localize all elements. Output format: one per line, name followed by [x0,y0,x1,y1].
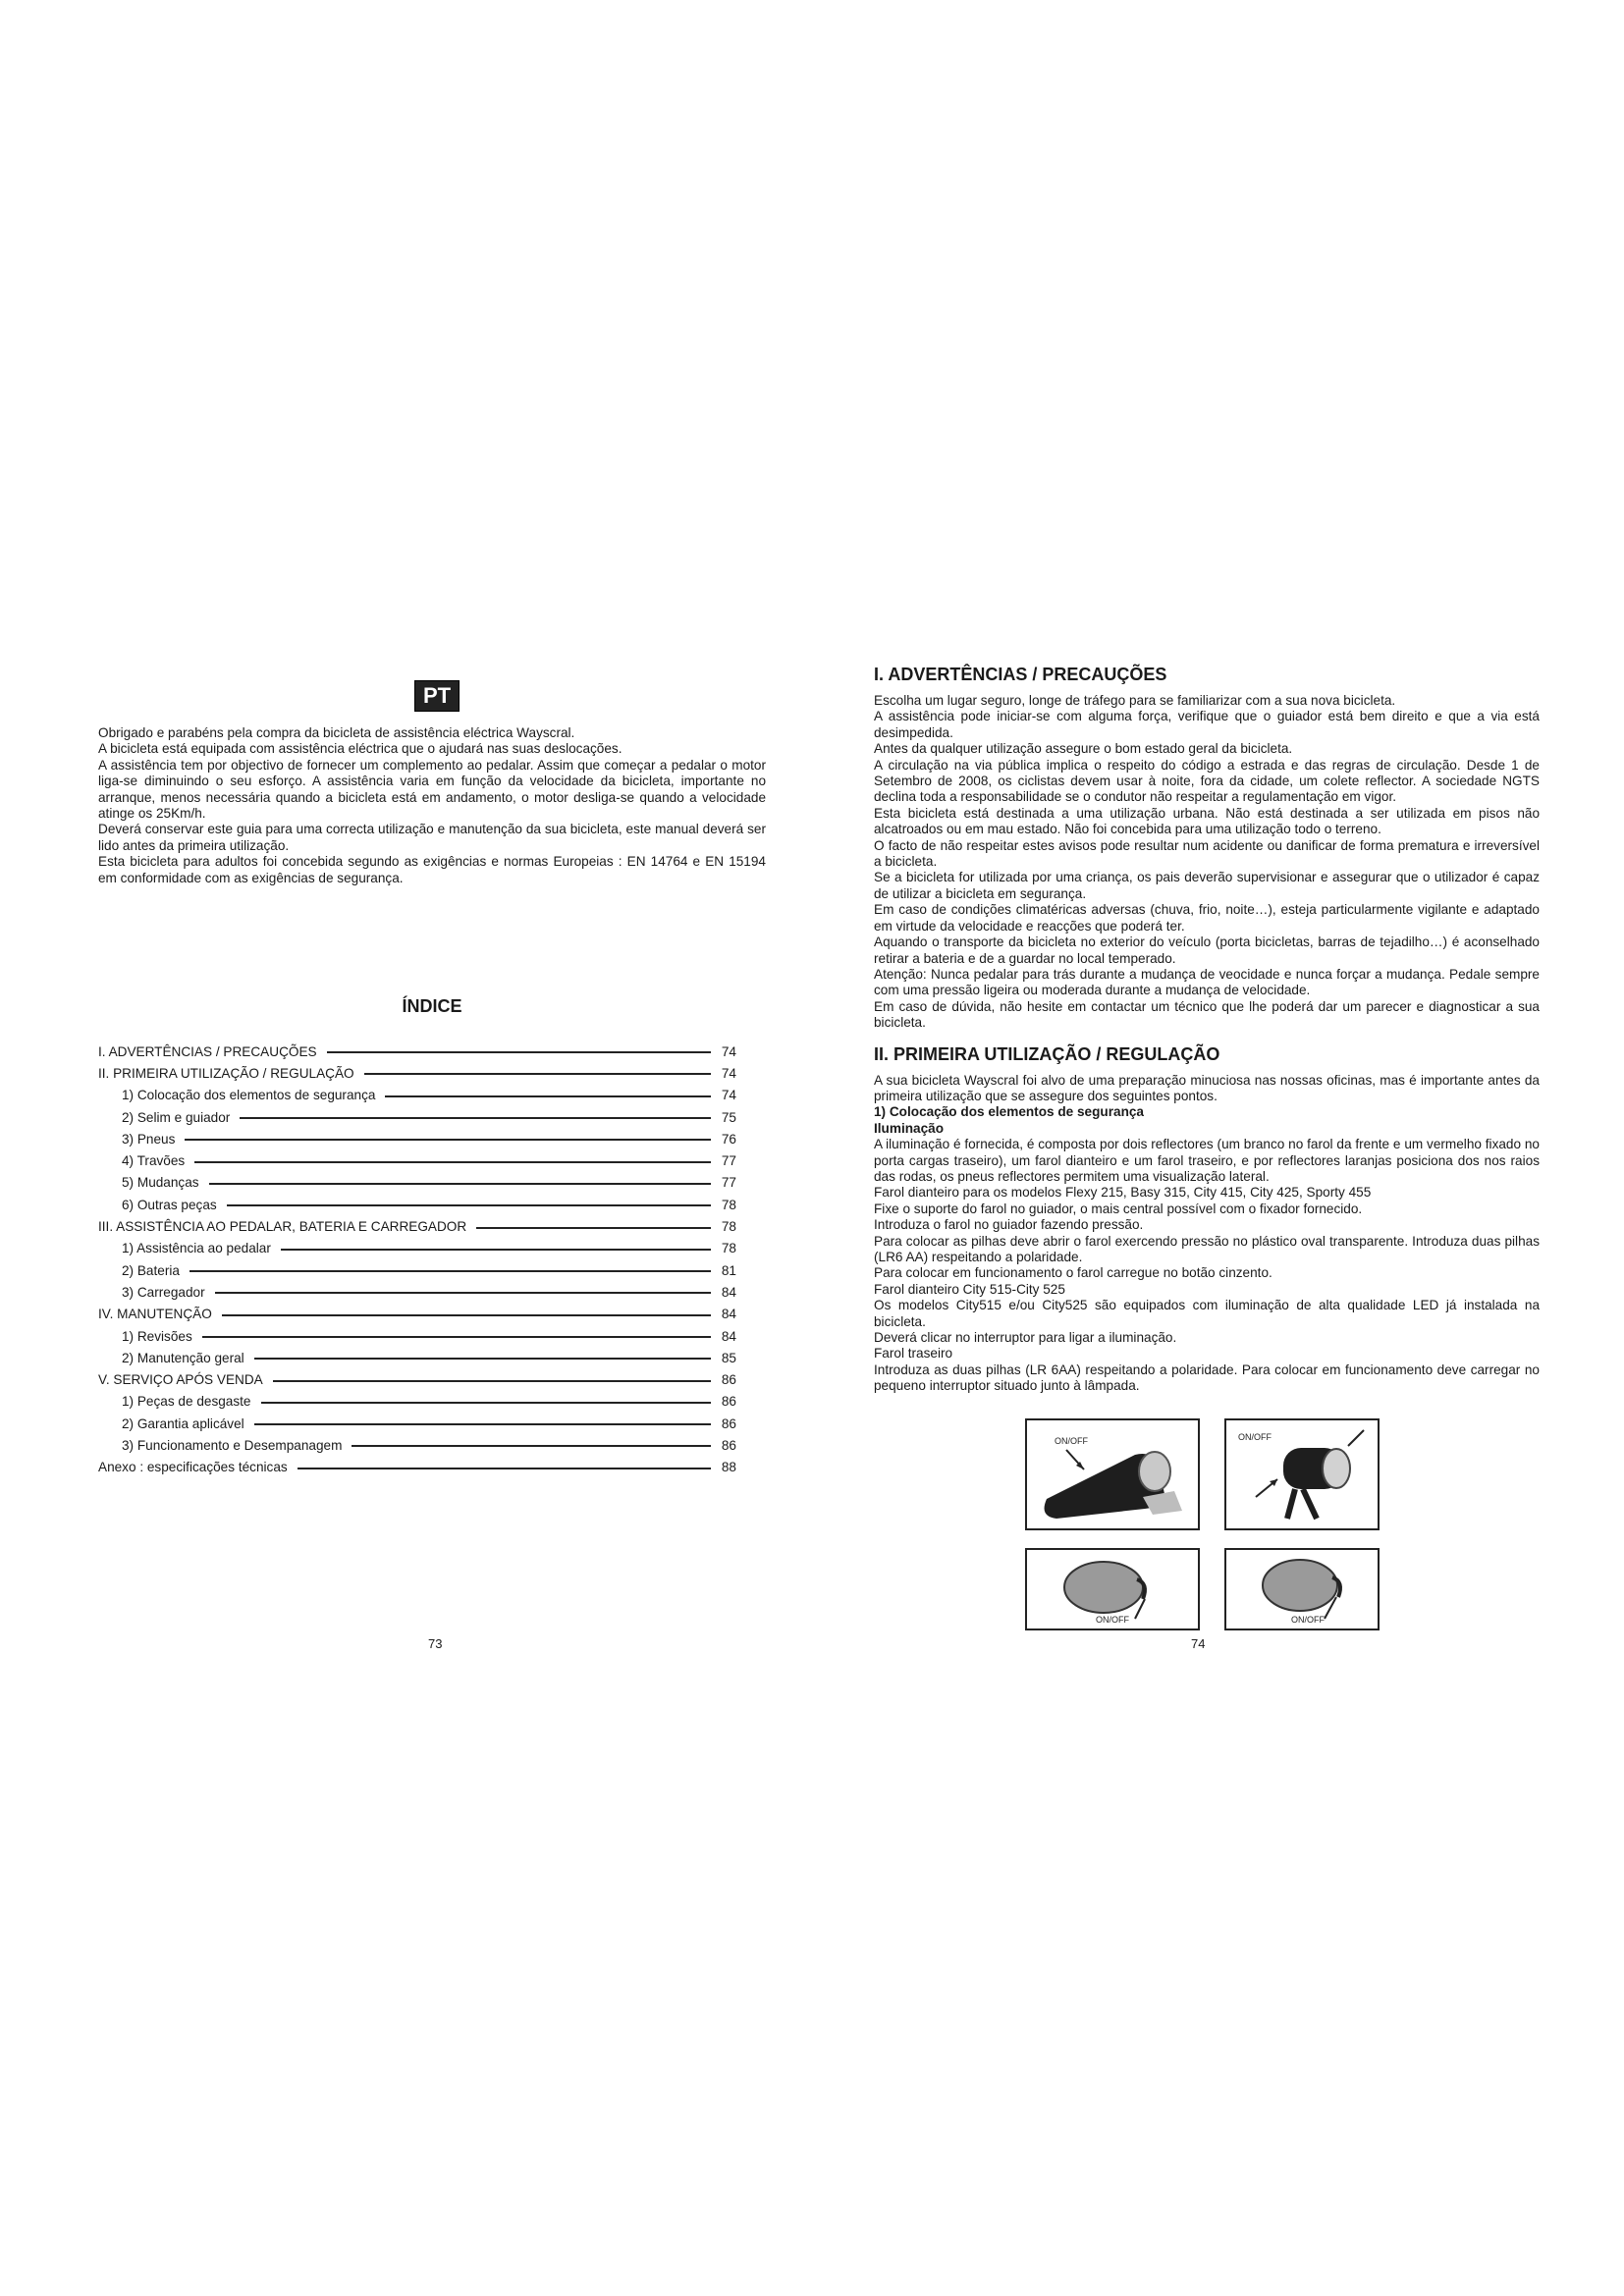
paragraph: Antes da qualquer utilização assegure o bom estado geral da bicicleta. [874,741,1293,757]
toc-leader-line [254,1358,711,1360]
toc-entry-page: 86 [721,1415,736,1431]
toc-entry-page: 74 [721,1043,736,1059]
toc-entry [98,1281,736,1303]
paragraph: Aquando o transporte da bicicleta no exterior do veículo (porta bicicletas, barras de tejadilho…) é aconselhado retirar a bateria e de a guardar no local temperado. [874,934,1540,966]
paragraph: Em caso de condições climatéricas adversas (chuva, frio, noite…), esteja particularmente vigilante e adaptado em virtude da velocidade e reacções que poderá ter. [874,902,1540,934]
intro-paragraph: Esta bicicleta para adultos foi concebida segundo as exigências e normas Europeias : EN 14764 e EN 15194 em conformidade com as exigências de segurança. [98,854,766,885]
toc-entry-label: 1) Peças de desgaste [122,1394,251,1410]
toc-leader-line [327,1051,711,1053]
paragraph: Fixe o suporte do farol no guiador, o mais central possível com o fixador fornecido. [874,1201,1363,1216]
front-led-light-photo [1224,1418,1380,1530]
subheading: Iluminação [874,1120,945,1136]
toc-entry [98,1041,736,1062]
toc-entry-label: 3) Carregador [122,1284,205,1300]
toc-leader-line [254,1423,711,1425]
paragraph: A iluminação é fornecida, é composta por dois reflectores (um branco no farol da frente e um vermelho fixado no porta cargas traseiro), um farol dianteiro e um farol traseiro, e por reflectores laranjas posiciona dos nos raios das rodas, os pneus reflectores permitem uma visualização lateral. [874,1137,1540,1184]
toc-entry-page: 77 [721,1175,736,1191]
toc-entry-label: 2) Bateria [122,1262,180,1278]
toc-entry [98,1368,736,1390]
toc-leader-line [240,1117,711,1119]
right-page-content [874,664,1540,1395]
paragraph: A circulação na via pública implica o respeito do código a estrada e das regras de circulação. Desde 1 de Setembro de 2008, os ciclistas devem usar à noite, fora da cidade, um colete reflector. A sociedade NGTS declina toda a responsabilidade se o condutor não respeitar a regulamentação em vigor. [874,757,1540,805]
language-badge: PT [414,680,460,712]
toc-leader-line [194,1161,711,1163]
toc-title: ÍNDICE [402,996,462,1016]
toc-entry-page: 74 [721,1065,736,1081]
toc-entry [98,1457,736,1478]
toc-entry [98,1391,736,1413]
toc-entry-page: 78 [721,1197,736,1212]
paragraph: Se a bicicleta for utilizada por uma criança, os pais deverão supervisionar e assegurar que o utilizador é capaz de utilizar a bicicleta em segurança. [874,870,1540,901]
toc-entry-page: 74 [721,1088,736,1103]
toc-entry-label: 1) Revisões [122,1328,192,1344]
toc-leader-line [261,1402,712,1404]
toc-entry [98,1304,736,1325]
toc-entry-label: V. SERVIÇO APÓS VENDA [98,1372,263,1388]
toc-entry-label: 1) Assistência ao pedalar [122,1241,271,1256]
intro-text [98,725,766,886]
paragraph: Introduza o farol no guiador fazendo pressão. [874,1217,1144,1233]
paragraph: Em caso de dúvida, não hesite em contactar um técnico que lhe poderá dar um parecer e diagnosticar a sua bicicleta. [874,998,1540,1031]
toc-entry-page: 84 [721,1284,736,1300]
toc-entry-page: 76 [721,1131,736,1147]
toc-entry [98,1413,736,1434]
on-off-label: ON/OFF [1055,1436,1088,1446]
toc-entry-label: 2) Garantia aplicável [122,1415,244,1431]
toc-leader-line [281,1249,711,1251]
toc-entry [98,1085,736,1106]
paragraph: Atenção: Nunca pedalar para trás durante a mudança de veocidade e nunca forçar a mudança. Pedale sempre com uma pressão ligeira ou moderada durante a mudança de velocidade. [874,966,1540,998]
toc-leader-line [202,1336,711,1338]
toc-entry [98,1215,736,1237]
toc-entry-page: 84 [721,1307,736,1322]
intro-paragraph: A assistência tem por objectivo de fornecer um complemento ao pedalar. Assim que começar a pedalar o motor liga-se diminuindo o seu esforço. A assistência varia em função da velocidade da bicicleta, importante no arranque, menos necessária quando a bicicleta está em andamento, o motor desliga-se quando a velocidade atinge os 25Km/h. [98,757,766,822]
toc-entry-label: IV. MANUTENÇÃO [98,1307,212,1322]
toc-leader-line [209,1183,711,1185]
subheading: Farol dianteiro City 515-City 525 [874,1281,1065,1297]
toc-entry-label: 1) Colocação dos elementos de segurança [122,1088,376,1103]
toc-entry-label: 2) Selim e guiador [122,1109,231,1125]
toc-entry [98,1347,736,1368]
toc-entry-page: 77 [721,1153,736,1169]
toc-entry [98,1128,736,1149]
right-page [812,0,1624,2296]
section-title: I. ADVERTÊNCIAS / PRECAUÇÕES [874,665,1167,684]
toc-entry-label: 5) Mudanças [122,1175,199,1191]
toc-entry-page: 86 [721,1394,736,1410]
toc-leader-line [185,1139,711,1141]
toc-entry-label: II. PRIMEIRA UTILIZAÇÃO / REGULAÇÃO [98,1065,354,1081]
toc-leader-line [352,1445,711,1447]
toc-entry [98,1238,736,1259]
paragraph: Escolha um lugar seguro, longe de tráfego para se familiarizar com a sua nova bicicleta. [874,693,1396,708]
rear-light-photo [1224,1548,1380,1630]
toc-entry [98,1172,736,1194]
paragraph: A sua bicicleta Wayscral foi alvo de uma preparação minuciosa nas nossas oficinas, mas é importante antes da primeira utilização que se assegure dos seguintes pontos. [874,1072,1540,1103]
toc-entry-label: 3) Funcionamento e Desempanagem [122,1437,343,1453]
toc-entry-page: 88 [721,1460,736,1475]
toc-entry-page: 86 [721,1372,736,1388]
paragraph: Para colocar as pilhas deve abrir o farol exercendo pressão no plástico oval transparente. Introduza duas pilhas (LR6 AA) respeitando a polaridade. [874,1233,1540,1264]
toc-entry-page: 75 [721,1109,736,1125]
front-light-image [1027,1420,1198,1528]
toc-entry-label: 6) Outras peças [122,1197,217,1212]
toc-leader-line [385,1095,711,1097]
toc-leader-line [273,1380,711,1382]
toc-leader-line [215,1292,711,1294]
paragraph: Esta bicicleta está destinada a uma utilização urbana. Não está destinada a ser utilizada em pisos não alcatroados ou em mau estado. Não foi concebida para uma utilização todo o terreno. [874,805,1540,837]
toc-leader-line [227,1204,711,1206]
intro-paragraph: A bicicleta está equipada com assistência eléctrica que o ajudará nas suas deslocações. [98,741,623,757]
subheading: Farol traseiro [874,1346,953,1362]
intro-paragraph: Obrigado e parabéns pela compra da bicicleta de assistência eléctrica Wayscral. [98,725,575,740]
toc-entry [98,1062,736,1084]
toc-leader-line [364,1073,711,1075]
front-light-photo [1025,1418,1200,1530]
on-off-label: ON/OFF [1096,1615,1129,1625]
paragraph: Para colocar em funcionamento o farol carregue no botão cinzento. [874,1265,1272,1281]
toc-entry [98,1434,736,1456]
rear-light-photo [1025,1548,1200,1630]
paragraph: Introduza as duas pilhas (LR 6AA) respeitando a polaridade. Para colocar em funcionamento deve carregar no pequeno interruptor situado junto à lâmpada. [874,1362,1540,1394]
toc-entry-page: 78 [721,1219,736,1235]
toc-entry-label: III. ASSISTÊNCIA AO PEDALAR, BATERIA E CARREGADOR [98,1219,467,1235]
on-off-label: ON/OFF [1291,1615,1325,1625]
toc-leader-line [222,1314,711,1316]
toc-entry [98,1194,736,1215]
toc-entry-label: I. ADVERTÊNCIAS / PRECAUÇÕES [98,1043,317,1059]
toc-entry-label: 3) Pneus [122,1131,176,1147]
paragraph: O facto de não respeitar estes avisos pode resultar num acidente ou danificar de forma prematura e irreversível a bicicleta. [874,837,1540,870]
toc-entry-page: 78 [721,1241,736,1256]
table-of-contents [98,1041,736,1478]
toc-entry [98,1106,736,1128]
toc-entry [98,1259,736,1281]
section-title: II. PRIMEIRA UTILIZAÇÃO / REGULAÇÃO [874,1043,1220,1064]
toc-entry-page: 85 [721,1350,736,1365]
paragraph: Deverá clicar no interruptor para ligar a iluminação. [874,1330,1177,1346]
toc-entry [98,1149,736,1171]
page-number: 73 [428,1636,443,1651]
toc-entry-label: 2) Manutenção geral [122,1350,244,1365]
toc-entry-page: 84 [721,1328,736,1344]
on-off-label: ON/OFF [1238,1432,1272,1442]
light-photos [1025,1418,1379,1625]
toc-entry-page: 81 [721,1262,736,1278]
toc-leader-line [476,1227,711,1229]
paragraph: Os modelos City515 e/ou City525 são equipados com iluminação de alta qualidade LED já instalada na bicicleta. [874,1298,1540,1329]
page-number: 74 [1191,1636,1206,1651]
toc-entry-page: 86 [721,1437,736,1453]
toc-leader-line [189,1270,711,1272]
paragraph: A assistência pode iniciar-se com alguma força, verifique que o guiador está bem direito e que a via está desimpedida. [874,709,1540,740]
toc-entry-label: 4) Travões [122,1153,186,1169]
toc-entry-label: Anexo : especificações técnicas [98,1460,288,1475]
subsection-title: 1) Colocação dos elementos de segurança [874,1104,1144,1120]
toc-leader-line [298,1468,711,1469]
toc-entry [98,1325,736,1347]
paragraph: Farol dianteiro para os modelos Flexy 215, Basy 315, City 415, City 425, Sporty 455 [874,1185,1372,1201]
intro-paragraph: Deverá conservar este guia para uma correcta utilização e manutenção da sua bicicleta, este manual deverá ser lido antes da primeira utilização. [98,822,766,853]
